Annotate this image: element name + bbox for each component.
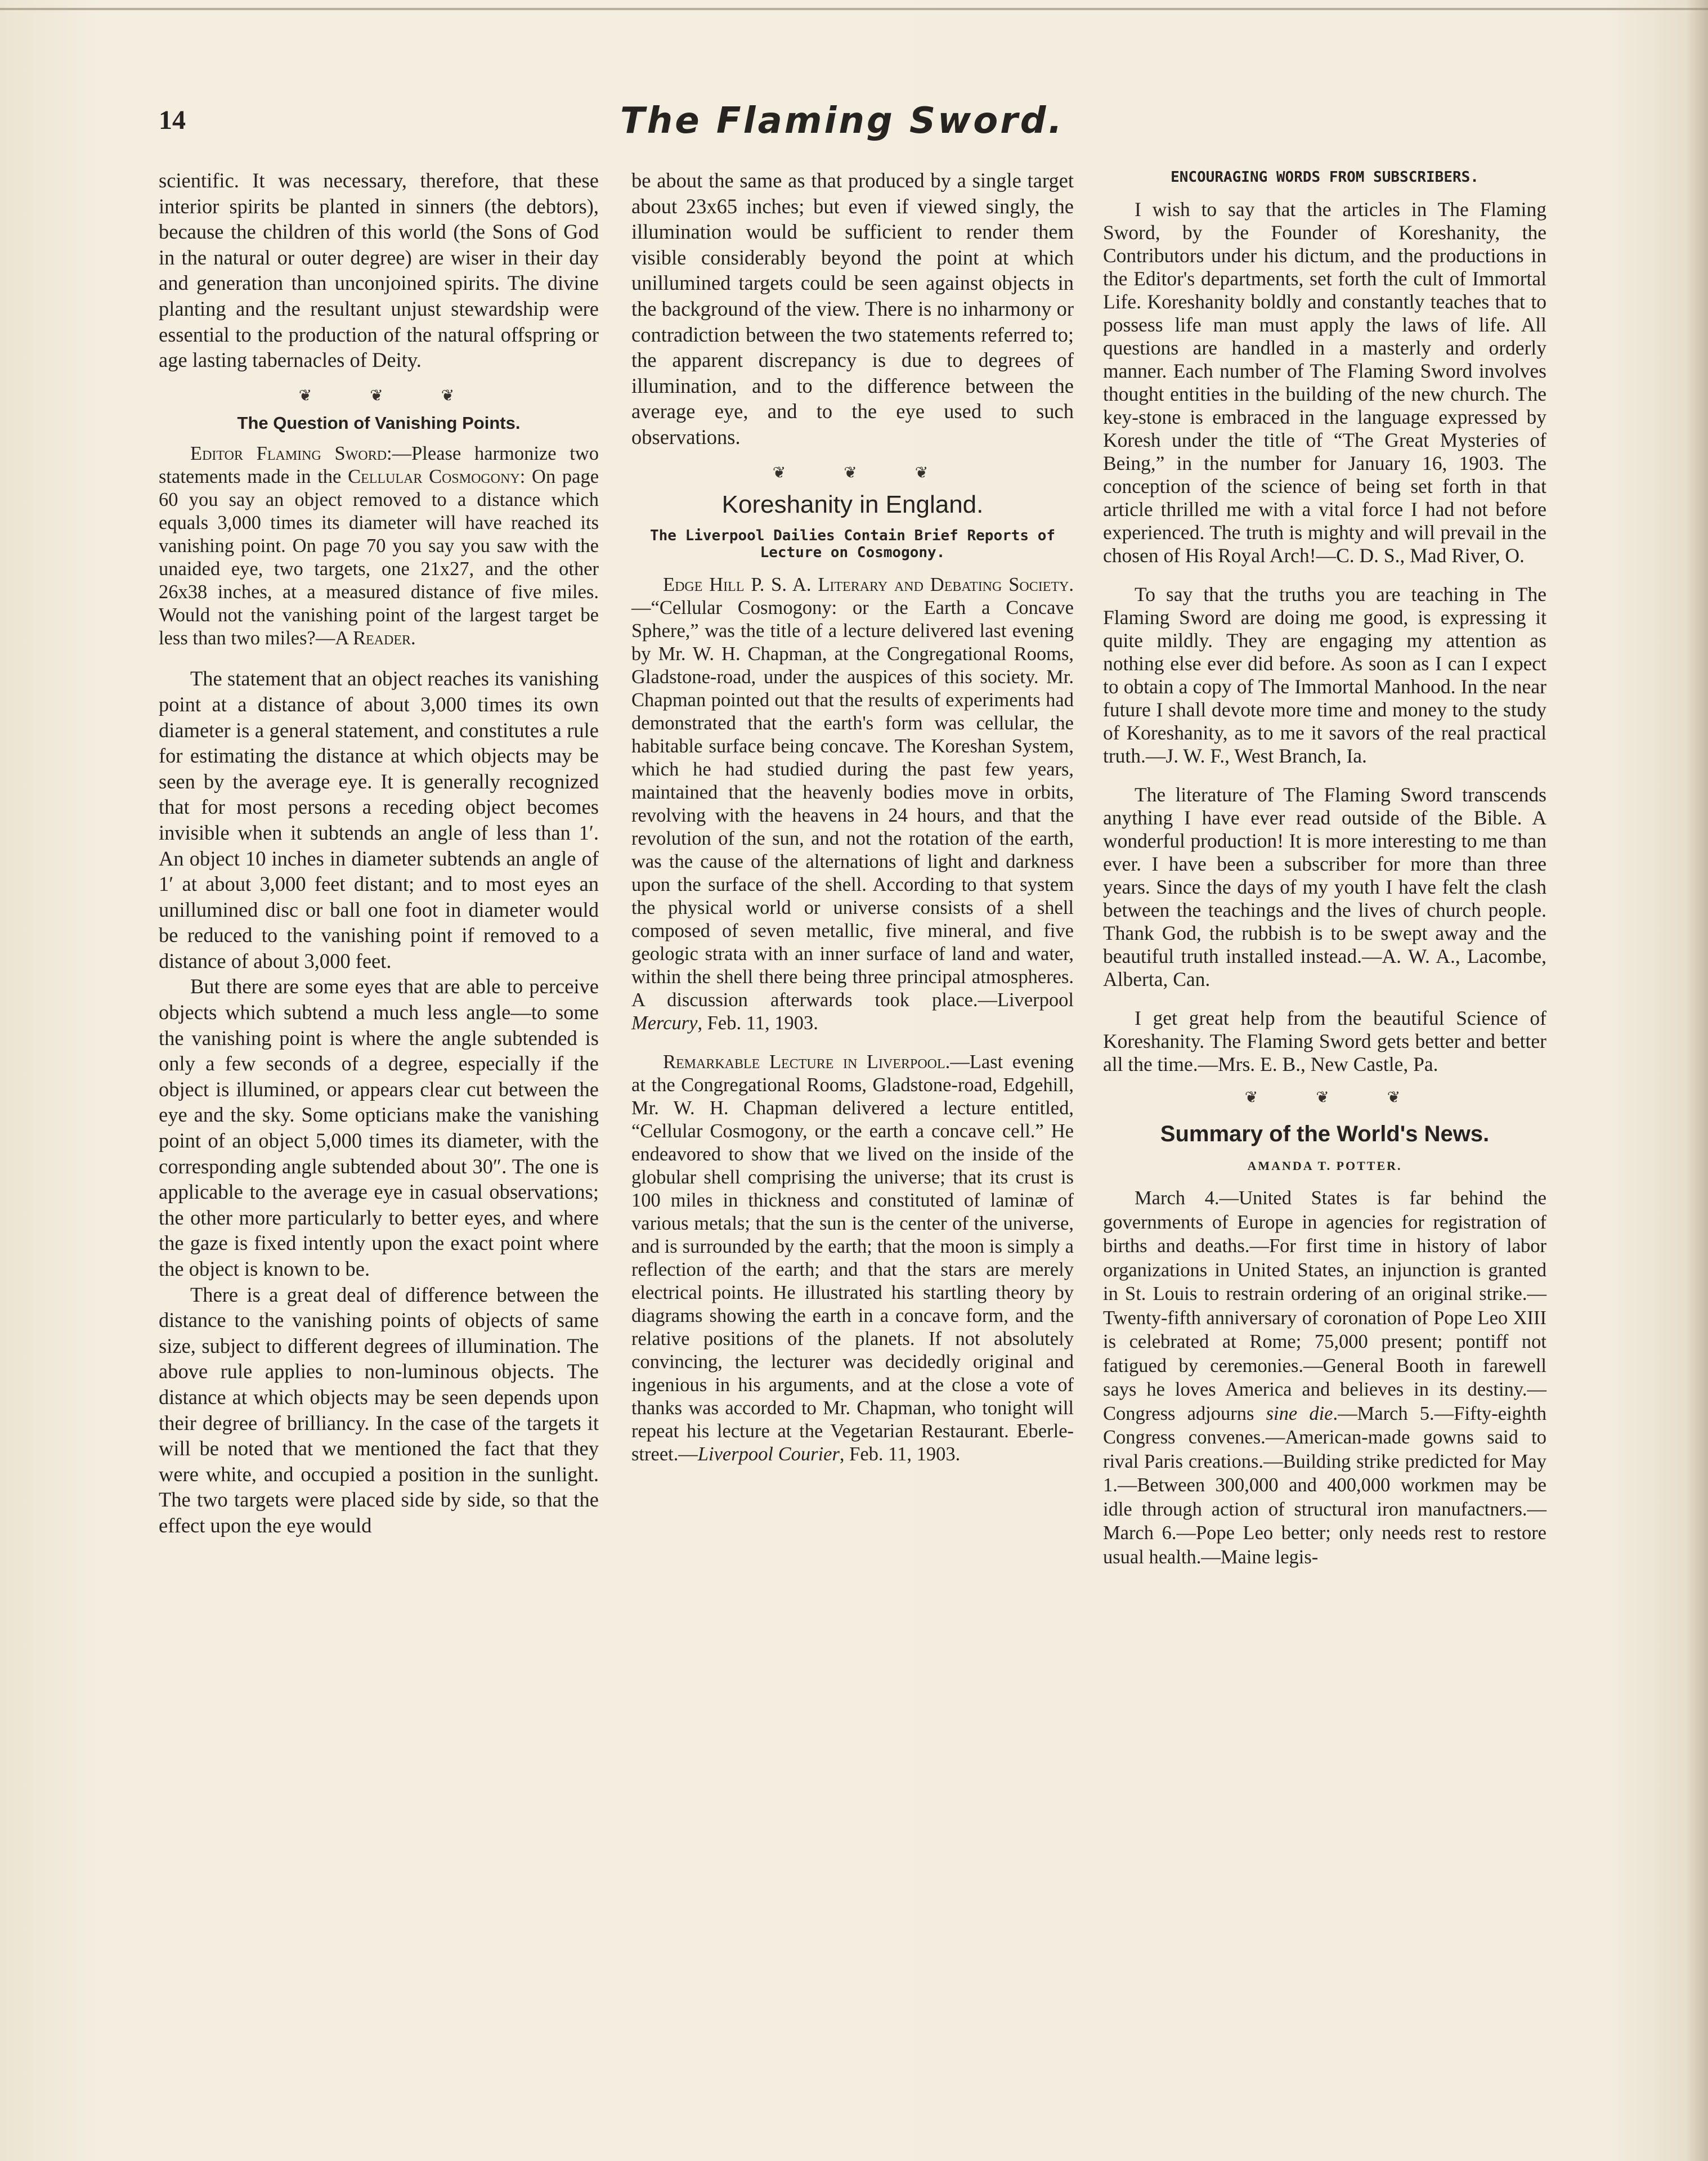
reader-letter <box>159 442 599 650</box>
report-date: , Feb. 11, 1903. <box>839 1443 961 1465</box>
ornament-divider: ❦ ❦ ❦ <box>1244 1089 1428 1106</box>
report-mercury <box>631 573 1074 1035</box>
news-text: .—March 5.—Fifty-eighth Congress convenes.—American-made gowns said to rival Paris creations.—Building strike predicted for May 1.—Between 300,000 and 400,000 workmen may be idle through action of structural iron manufactners.—March 6.—Pope Leo better; only needs rest to restore usual health.—Maine legis- <box>1103 1402 1546 1568</box>
newspaper-name: Liverpool Courier <box>697 1443 840 1465</box>
page-number: 14 <box>159 105 186 135</box>
subscriber-letter: I wish to say that the articles in The Flaming Sword, by the Founder of Koreshanity, the Contributors under his dictum, and the productions in the Editor's departments, set forth the cult of Immortal Life. Koreshanity boldly and constantly teaches that to possess life man must apply the laws of life. All questions are handled in a masterly and orderly manner. Each number of The Flaming Sword involves thought entities in the building of the new church. The key-stone is embraced in the language expressed by Koresh under the title of “The Great Mysteries of Being,” in the number for January 16, 1903. The conception of the science of being set forth in that article thrilled me with a vital force I had not before experienced. The truth is mighty and will prevail in the chosen of His Royal Arch!—C. D. S., Mad River, O. <box>1103 198 1546 567</box>
report-text: —Last evening at the Congregational Rooms, Gladstone-road, Edgehill, Mr. W. H. Chapman delivered a lecture entitled, “Cellular Cosmogony, or the earth a concave cell.” He endeavored to show that we lived on the inside of the globular shell comprising the universe; that its crust is 100 miles in thickness and constituted of laminæ of various metals; that the sun is the center of the universe, and is surrounded by the earth; that the moon is simply a reflection of the earth; and that the stars are merely electrical points. He illustrated his startling theory by diagrams showing the earth in a concave form, and the relative positions of the planets. If not absolutely convincing, the lecturer was decidedly original and ingenious in his arguments, and at the close a vote of thanks was accorded to Mr. Chapman, who tonight will repeat his lecture at the Vegetarian Restaurant. Eberle-street.— <box>631 1051 1074 1465</box>
paragraph: scientific. It was necessary, therefore, that these interior spirits be planted in sinners (the debtors), because the children of this world (the Sons of God in the natural or outer degree) are wiser in their day and generation than unconjoined spirits. The divine planting and the resultant unjust stewardship were essential to the production of the natural offspring or age lasting tabernacles of Deity. <box>159 169 599 372</box>
letter-text: —Please harmonize two statements made in the <box>159 443 599 488</box>
column-2 <box>631 168 1074 1466</box>
report-lead: Remarkable Lecture in Liverpool. <box>663 1051 951 1073</box>
author-byline: AMANDA T. POTTER. <box>1247 1159 1402 1173</box>
subscriber-letter: To say that the truths you are teaching in The Flaming Sword are doing me good, is expressing it quite mildly. They are engaging my attention as nothing else ever did before. As soon as I can I expect to obtain a copy of The Immortal Manhood. In the near future I shall devote more time and money to the study of Koreshanity, as to me it savors of the real practical truth.—J. W. F., West Branch, Ia. <box>1103 583 1546 767</box>
news-text: March 4.—United States is far behind the governments of Europe in agencies for registration of births and deaths.—For first time in history of labor organizations in United States, an injunction is granted in St. Louis to restrain ordering of an original strike.—Twenty-fifth anniversary of coronation of Pope Leo XIII is celebrated at Rome; 75,000 present; pontiff not fatigued by ceremonies.—General Booth in farewell says he loves America and believes in its destiny.—Congress adjourns <box>1103 1187 1546 1424</box>
report-date: , Feb. 11, 1903. <box>697 1012 818 1034</box>
report-lead: Edge Hill P. S. A. Literary and Debating Society. <box>663 574 1074 596</box>
column-3 <box>1103 168 1546 1569</box>
letter-salutation: Editor Flaming Sword: <box>190 443 392 465</box>
subscriber-letter: I get great help from the beautiful Science of Koreshanity. The Flaming Sword gets better and better all the time.—Mrs. E. B., New Castle, Pa. <box>1103 1007 1546 1075</box>
book-title: Cellular Cosmogony <box>348 466 520 488</box>
letter-text: : On page 60 you say an object removed to a distance which equals 3,000 times its diameter will have reached its vanishing point. On page 70 you say you saw with the unaided eye, two targets, one 21x27, and the other 26x38 inches, at a measured distance of five miles. Would not the vanishing point of the largest target be less than two miles?— <box>159 466 599 649</box>
ornament-divider: ❦ ❦ ❦ <box>772 464 956 482</box>
column-1 <box>159 168 599 1539</box>
top-rule <box>0 8 1708 10</box>
article-subheading: The Liverpool Dailies Contain Brief Reports of Lecture on Cosmogony. <box>649 527 1056 562</box>
paragraph: The statement that an object reaches its vanishing point at a distance of about 3,000 times its own diameter is a general statement, and constitutes a rule for estimating the distance at which objects may be seen by the average eye. It is generally recognized that for most persons a receding object becomes invisible when it subtends an angle of less than 1′. An object 10 inches in diameter subtends an angle of 1′ at about 3,000 feet distant; and to most eyes an unillumined disc or ball one foot in diameter would be reduced to the vanishing point if removed to a distance of about 3,000 feet. <box>159 667 599 972</box>
section-heading-encouraging-words: ENCOURAGING WORDS FROM SUBSCRIBERS. <box>1171 169 1479 186</box>
article-heading-vanishing-points: The Question of Vanishing Points. <box>237 413 521 433</box>
latin-phrase: sine die <box>1266 1402 1333 1424</box>
article-heading-koreshanity-england: Koreshanity in England. <box>721 491 984 519</box>
paragraph: be about the same as that produced by a single target about 23x65 inches; but even if viewed singly, the illumination would be sufficient to render them visible considerably beyond the point at which unillumined targets could be seen against objects in the background of the view. There is no inharmony or contradiction between the two statements referred to; the apparent discrepancy is due to degrees of illumination, and to the difference between the average eye, and to the eye used to such observations. <box>631 169 1074 449</box>
report-courier <box>631 1051 1074 1466</box>
page-header <box>159 100 1104 151</box>
newspaper-name: Mercury <box>631 1012 698 1034</box>
report-text: —“Cellular Cosmogony: or the Earth a Concave Sphere,” was the title of a lecture delivered last evening by Mr. W. H. Chapman, at the Congregational Rooms, Gladstone-road, under the auspices of this society. Mr. Chapman pointed out that the results of experiments had demonstrated that the earth's form was cellular, the habitable surface being concave. The Koreshan System, which he had studied during the past few years, maintained that the heavenly bodies move in orbits, revolving with the heavens in 24 hours, and that the revolution of the sun, and not the rotation of the earth, was the cause of the alternations of light and darkness upon the surface of the shell. According to that system the physical world or universe consists of a shell composed of seven metallic, five mineral, and five geologic strata with an inner surface of land and water, within the shell there being three principal atmospheres. A discussion afterwards took place.—Liverpool <box>631 597 1074 1011</box>
subscriber-letter: The literature of The Flaming Sword transcends anything I have ever read outside of the Bible. A wonderful production! It is more interesting to me than ever. I have been a subscriber for more than three years. Since the days of my youth I have felt the clash between the teachings and the lives of church people. Thank God, the rubbish is to be swept away and the beautiful truth installed instead.—A. W. A., Lacombe, Alberta, Can. <box>1103 783 1546 990</box>
news-summary <box>1103 1186 1546 1569</box>
paragraph: But there are some eyes that are able to perceive objects which subtend a much less angle—to some the vanishing point is where the angle subtended is only a few seconds of a degree, especially if the object is illumined, or appears clear cut between the eye and the sky. Some opticians make the vanishing point of an object 5,000 times its diameter, with the corresponding angle subtended about 30″. The one is applicable to the average eye in casual observations; the other more particularly to better eyes, and where the gaze is fixed intently upon the exact point where the object is known to be. <box>159 975 599 1280</box>
page-edge-shadow <box>1685 0 1708 2161</box>
paragraph: There is a great deal of difference between the distance to the vanishing points of objects of same size, subject to different degrees of illumination. The above rule applies to non-luminous objects. The distance at which objects may be seen depends upon their degree of brilliancy. In the case of the targets it will be noted that we mentioned the fact that they were white, and occupied a position in the sunlight. The two targets were placed side by side, so that the effect upon the eye would <box>159 1283 599 1537</box>
section-heading-world-news: Summary of the World's News. <box>1160 1122 1490 1146</box>
journal-title: The Flaming Sword. <box>620 100 1064 142</box>
ornament-divider: ❦ ❦ ❦ <box>298 387 482 405</box>
letter-signature: A Reader. <box>335 627 416 649</box>
